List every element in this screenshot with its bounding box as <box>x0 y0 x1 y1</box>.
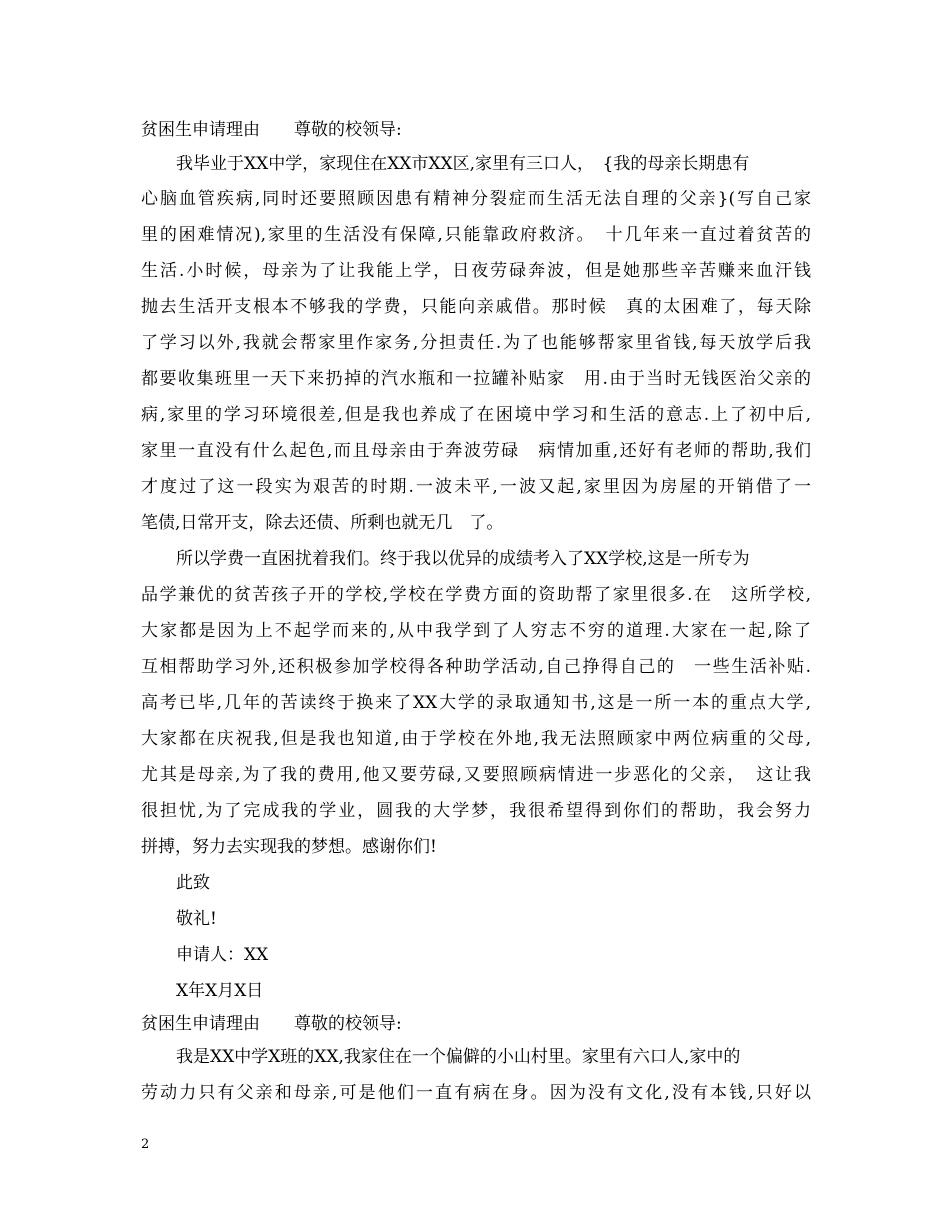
body-line: 才度过了这一段实为艰苦的时期.一波未平,一波又起,家里因为房屋的开销借了一 <box>141 477 811 497</box>
body-line: 我是XX中学X班的XX,我家住在一个偏僻的小山村里。家里有六口人,家中的 <box>176 1047 741 1067</box>
body-line: 了学习以外,我就会帮家里作家务,分担责任.为了也能够帮家里省钱,每天放学后我 <box>141 333 811 353</box>
body-line: 劳动力只有父亲和母亲,可是他们一直有病在身。因为没有文化,没有本钱,只好以 <box>141 1083 811 1103</box>
body-line: 都要收集班里一天下来扔掉的汽水瓶和一拉罐补贴家 用.由于当时无钱医治父亲的 <box>141 369 811 389</box>
body-line: 大家都在庆祝我,但是我也知道,由于学校在外地,我无法照顾家中两位病重的父母, <box>141 729 811 749</box>
date-line: X年X月X日 <box>176 981 264 1001</box>
body-line: 品学兼优的贫苦孩子开的学校,学校在学费方面的资助帮了家里很多.在 这所学校, <box>141 585 811 605</box>
section-heading: 贫困生申请理由 尊敬的校领导: <box>141 120 402 140</box>
body-line: 家里一直没有什么起色,而且母亲由于奔波劳碌 病情加重,还好有老师的帮助,我们 <box>141 441 811 461</box>
body-line: 高考已毕,几年的苦读终于换来了XX大学的录取通知书,这是一所一本的重点大学, <box>141 693 811 713</box>
body-line: 尤其是母亲,为了我的费用,他又要劳碌,又要照顾病情进一步恶化的父亲， 这让我 <box>141 765 811 785</box>
body-line: 病,家里的学习环境很差,但是我也养成了在困境中学习和生活的意志.上了初中后, <box>141 405 811 425</box>
section-heading: 贫困生申请理由 尊敬的校领导: <box>141 1014 402 1034</box>
body-line: 生活.小时候，母亲为了让我能上学，日夜劳碌奔波，但是她那些辛苦赚来血汗钱 <box>141 261 811 281</box>
applicant-line: 申请人：XX <box>176 945 269 965</box>
body-line: 心脑血管疾病,同时还要照顾因患有精神分裂症而生活无法自理的父亲}(写自己家 <box>141 189 811 209</box>
body-line: 里的困难情况),家里的生活没有保障,只能靠政府救济。 十几年来一直过着贫苦的 <box>141 225 811 245</box>
page-number: 2 <box>141 1137 150 1152</box>
body-line: 笔债,日常开支，除去还债、所剩也就无几 了。 <box>141 513 504 533</box>
body-line: 互相帮助学习外,还积极参加学校得各种助学活动,自己挣得自己的 一些生活补贴. <box>141 657 811 677</box>
closing-line: 此致 <box>176 873 210 893</box>
body-line: 所以学费一直困扰着我们。终于我以优异的成绩考入了XX学校,这是一所专为 <box>176 549 750 569</box>
body-line: 抛去生活开支根本不够我的学费，只能向亲戚借。那时候 真的太困难了，每天除 <box>141 297 811 317</box>
body-line: 大家都是因为上不起学而来的,从中我学到了人穷志不穷的道理.大家在一起,除了 <box>141 621 811 641</box>
body-line: 我毕业于XX中学，家现住在XX市XX区,家里有三口人， {我的母亲长期患有 <box>176 154 750 174</box>
body-line: 很担忧,为了完成我的学业，圆我的大学梦，我很希望得到你们的帮助，我会努力 <box>141 801 811 821</box>
closing-line: 敬礼! <box>176 909 217 929</box>
body-line: 拼搏，努力去实现我的梦想。感谢你们! <box>141 837 437 857</box>
